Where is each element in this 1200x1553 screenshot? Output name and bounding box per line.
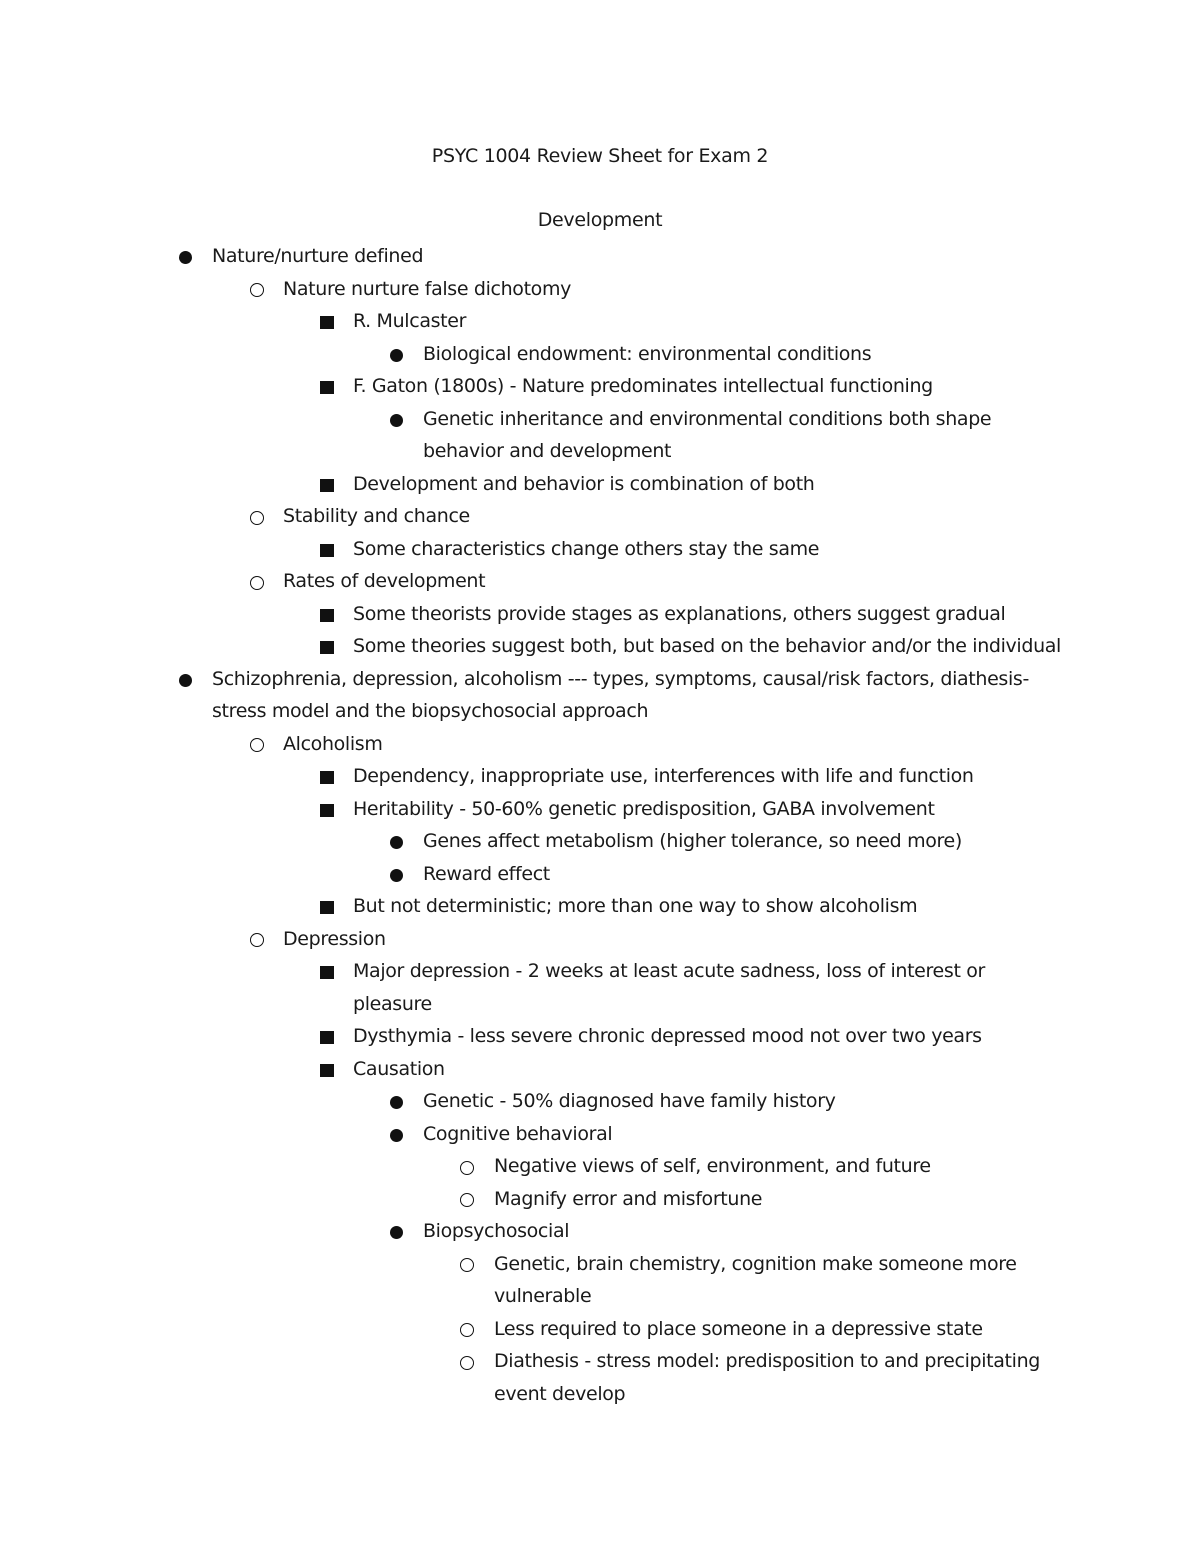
outline-item-text: Some theories suggest both, but based on the behavior and/or the individual [353,635,1061,657]
outline-item-text: Alcoholism [283,732,383,755]
outline-item-level-3 [0,793,1200,891]
filled-circle-bullet-icon [176,663,194,696]
outline-item-level-4 [0,1118,1200,1216]
outline-item-text: Diathesis - stress model: predisposition to and precipitating [494,1350,1040,1372]
outline-item-text: Cognitive behavioral [423,1122,613,1145]
outline-item-level-4 [0,825,1200,858]
outline-item-row [0,468,1200,501]
filled-square-bullet-icon [317,630,335,663]
hollow-circle-bullet-icon [247,565,265,598]
outline-item-text: Biological endowment: environmental conditions [423,342,872,365]
outline-item-text: Biopsychosocial [423,1220,570,1242]
hollow-circle-bullet-icon [247,500,265,533]
outline-item-text: Genetic - 50% diagnosed have family history [423,1090,836,1112]
outline-item-row [0,338,1200,371]
outline-item-row [0,240,1200,273]
outline-item-text: stress model and the biopsychosocial approach [212,700,649,722]
filled-square-bullet-icon [317,598,335,631]
outline-item-level-3 [0,890,1200,923]
outline-item-level-3 [0,305,1200,370]
outline-item-row [0,1345,1200,1410]
outline-item-level-2 [0,728,1200,923]
outline-item-text: Negative views of self, environment, and future [494,1155,931,1177]
outline-item-row [0,630,1200,663]
outline-item-row [0,565,1200,598]
document-title: PSYC 1004 Review Sheet for Exam 2 [431,145,769,167]
outline-item-text: Rates of development [283,570,486,592]
filled-square-bullet-icon [317,793,335,826]
outline-item-level-5 [0,1248,1200,1313]
outline-item-row [0,1183,1200,1216]
outline-item-row [0,663,1200,728]
outline-sublist [0,598,1200,663]
outline-item-text: Causation [353,1057,445,1080]
outline-item-level-5 [0,1345,1200,1410]
filled-circle-bullet-icon [387,1118,405,1151]
outline-item-level-1 [0,663,1200,1411]
outline-item-row [0,793,1200,826]
outline-item-row [0,1020,1200,1053]
filled-square-bullet-icon [317,1053,335,1086]
outline-item-text: Genes affect metabolism (higher tolerance, so need more) [423,830,962,852]
outline-item-level-4 [0,858,1200,891]
outline-item-text: Major depression - 2 weeks at least acute sadness, loss of interest or [353,960,985,982]
outline-item-level-3 [0,533,1200,566]
outline-sublist [0,533,1200,566]
outline-item-row [0,1248,1200,1313]
filled-square-bullet-icon [317,890,335,923]
outline-item-text: R. Mulcaster [353,310,467,332]
outline-item-text: Heritability - 50-60% genetic predisposition, GABA involvement [353,797,935,820]
filled-circle-bullet-icon [176,240,194,273]
hollow-circle-bullet-icon [457,1183,475,1216]
outline-item-text: Dependency, inappropriate use, interferences with life and function [353,765,974,787]
filled-circle-bullet-icon [387,825,405,858]
outline-item-text: Dysthymia - less severe chronic depressed mood not over two years [353,1025,982,1047]
outline-item-level-3 [0,1020,1200,1053]
outline-item-row [0,858,1200,891]
filled-square-bullet-icon [317,533,335,566]
hollow-circle-bullet-icon [457,1313,475,1346]
filled-square-bullet-icon [317,1020,335,1053]
outline-item-level-5 [0,1183,1200,1216]
outline-item-level-1 [0,240,1200,663]
outline-item-row [0,1053,1200,1086]
outline-sublist [0,338,1200,371]
filled-circle-bullet-icon [387,1085,405,1118]
outline-item-text: event develop [494,1382,626,1405]
outline-item-row [0,533,1200,566]
filled-square-bullet-icon [317,370,335,403]
outline-item-row [0,403,1200,468]
section-heading: Development [537,209,663,231]
filled-square-bullet-icon [317,468,335,501]
outline-item-level-2 [0,565,1200,663]
hollow-circle-bullet-icon [457,1150,475,1183]
outline-item-text: Depression [283,927,386,950]
outline-item-level-3 [0,760,1200,793]
filled-square-bullet-icon [317,305,335,338]
outline-item-row [0,370,1200,403]
outline-item-row [0,1313,1200,1346]
outline-item-text: Less required to place someone in a depressive state [494,1317,983,1340]
outline-sublist [0,1085,1200,1410]
outline-item-text: Nature/nurture defined [212,245,424,267]
hollow-circle-bullet-icon [457,1248,475,1281]
outline-item-level-2 [0,500,1200,565]
outline-item-row [0,923,1200,956]
hollow-circle-bullet-icon [457,1345,475,1378]
hollow-circle-bullet-icon [247,923,265,956]
outline-item-level-4 [0,338,1200,371]
outline-item-text: Reward effect [423,862,550,885]
filled-circle-bullet-icon [387,858,405,891]
outline-item-level-5 [0,1313,1200,1346]
outline-item-level-3 [0,598,1200,631]
outline-item-level-5 [0,1150,1200,1183]
outline-item-level-3 [0,468,1200,501]
outline-item-row [0,1215,1200,1248]
outline-item-level-3 [0,1053,1200,1411]
outline-item-text: vulnerable [494,1285,592,1307]
outline-item-text: Schizophrenia, depression, alcoholism --- types, symptoms, causal/risk factors, diathesis- [212,667,1029,690]
outline-sublist [0,1150,1200,1215]
outline-item-row [0,760,1200,793]
outline-item-row [0,598,1200,631]
outline-sublist [0,728,1200,1411]
outline-item-text: Genetic inheritance and environmental conditions both shape [423,407,992,430]
outline-item-row [0,273,1200,306]
outline-item-level-4 [0,1215,1200,1410]
outline-item-row [0,955,1200,1020]
hollow-circle-bullet-icon [247,273,265,306]
outline-item-level-4 [0,1085,1200,1118]
filled-square-bullet-icon [317,760,335,793]
outline-item-text: behavior and development [423,440,672,462]
outline-item-level-3 [0,630,1200,663]
filled-square-bullet-icon [317,955,335,988]
outline-list [0,240,1200,1410]
outline-item-row [0,305,1200,338]
filled-circle-bullet-icon [387,1215,405,1248]
outline-item-level-2 [0,273,1200,501]
outline-item-row [0,890,1200,923]
outline-item-row [0,1150,1200,1183]
outline-item-text: Some characteristics change others stay the same [353,537,820,560]
outline-item-level-3 [0,370,1200,468]
outline-item-row [0,1085,1200,1118]
outline-sublist [0,273,1200,663]
outline-sublist [0,760,1200,923]
outline-item-row [0,1118,1200,1151]
outline-sublist [0,305,1200,500]
outline-item-text: pleasure [353,992,432,1015]
outline-item-level-4 [0,403,1200,468]
outline-item-text: Some theorists provide stages as explanations, others suggest gradual [353,602,1006,625]
filled-circle-bullet-icon [387,338,405,371]
outline-item-text: Magnify error and misfortune [494,1187,763,1210]
outline-item-row [0,728,1200,761]
outline-sublist [0,825,1200,890]
outline-item-text: Genetic, brain chemistry, cognition make someone more [494,1252,1017,1275]
outline-item-row [0,825,1200,858]
outline-item-level-2 [0,923,1200,1411]
outline-item-text: Nature nurture false dichotomy [283,277,571,300]
outline-sublist [0,403,1200,468]
outline-item-level-3 [0,955,1200,1020]
outline-sublist [0,955,1200,1410]
outline-item-text: Stability and chance [283,505,470,527]
hollow-circle-bullet-icon [247,728,265,761]
outline-sublist [0,1248,1200,1411]
outline-item-text: But not deterministic; more than one way to show alcoholism [353,895,918,917]
outline-item-text: F. Gaton (1800s) - Nature predominates intellectual functioning [353,375,933,397]
filled-circle-bullet-icon [387,403,405,436]
outline-item-text: Development and behavior is combination of both [353,472,815,495]
outline-item-row [0,500,1200,533]
